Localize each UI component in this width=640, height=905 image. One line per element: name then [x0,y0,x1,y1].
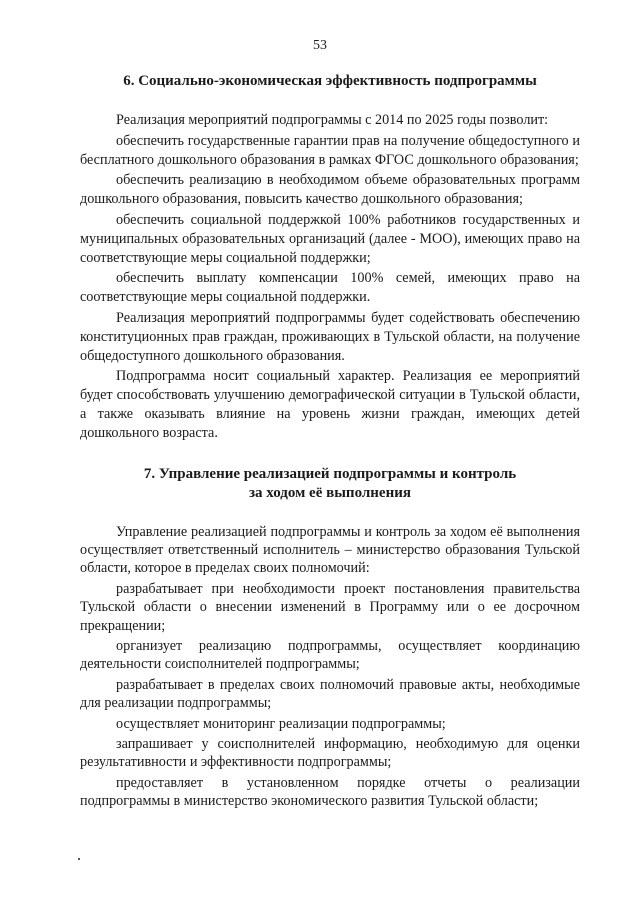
paragraph: Управление реализацией подпрограммы и контроль за ходом её выполнения осуществляет ответственный исполнитель – министерство образования Тульской области, которое в пределах своих полномочий: [80,523,580,577]
section-6 [80,72,580,443]
section-7-heading [80,465,580,503]
paragraph: запрашивает у соисполнителей информацию, необходимую для оценки результативности и эффективности подпрограммы; [80,736,580,771]
paragraph: обеспечить государственные гарантии прав на получение общедоступного и бесплатного дошкольного образования в рамках ФГОС дошкольного образования; [80,132,580,168]
paragraph: Реализация мероприятий подпрограммы будет содействовать обеспечению конституционных прав граждан, проживающих в Тульской области, на получение общедоступного дошкольного образования. [80,309,580,364]
paragraph: предоставляет в установленном порядке отчеты о реализации подпрограммы в министерство экономического развития Тульской области; [80,774,580,810]
scan-speck [78,858,80,860]
paragraph: обеспечить социальной поддержкой 100% работников государственных и муниципальных образовательных организаций (далее - МОО), имеющих право на соответствующие меры социальной поддержки; [80,211,580,266]
paragraph: Реализация мероприятий подпрограммы с 2014 по 2025 годы позволит: [116,112,549,128]
section-7 [80,465,580,811]
paragraph: разрабатывает при необходимости проект постановления правительства Тульской области о внесении изменений в Программу или о ее досрочном прекращении; [80,580,580,634]
section-7-heading-line-1: 7. Управление реализацией подпрограммы и контроль [143,465,517,482]
paragraph: Подпрограмма носит социальный характер. Реализация ее мероприятий будет способствовать улучшению демографической ситуации в Тульской области, а также оказывать влияние на уровень жизни граждан, имеющих детей дошкольного возраста. [80,368,580,441]
paragraph: обеспечить реализацию в необходимом объеме образовательных программ дошкольного образования, повысить качество дошкольного образования; [80,172,580,208]
page-content [80,72,580,813]
paragraph: обеспечить выплату компенсации 100% семей, имеющих право на соответствующие меры социальной поддержки. [80,270,580,306]
paragraph: разрабатывает в пределах своих полномочий правовые акты, необходимые для реализации подпрограммы; [80,676,580,712]
section-7-heading-line-2: за ходом её выполнения [249,484,411,501]
paragraph: организует реализацию подпрограммы, осуществляет координацию деятельности соисполнителей подпрограммы; [80,637,580,673]
page-number: 53 [313,38,327,53]
paragraph: осуществляет мониторинг реализации подпрограммы; [116,715,446,732]
section-6-heading: 6. Социально-экономическая эффективность подпрограммы [123,73,537,89]
